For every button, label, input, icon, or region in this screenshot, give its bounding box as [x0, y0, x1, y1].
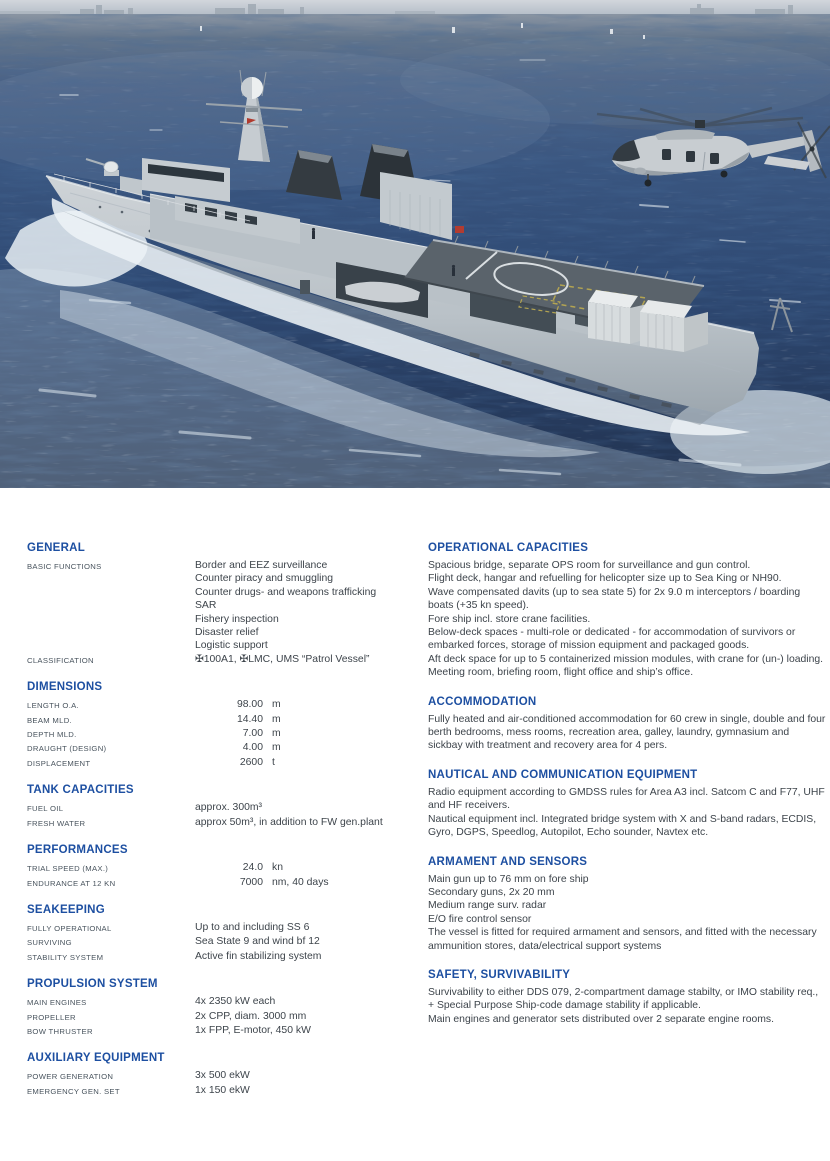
section-title: NAUTICAL AND COMMUNICATION EQUIPMENT	[428, 768, 698, 781]
spec-value-line: SAR	[195, 600, 217, 612]
section-paragraph: Flight deck, hangar and refuelling for helicopter size up to Sea King or NH90.	[428, 573, 782, 585]
spec-row	[27, 653, 419, 667]
left-column	[27, 541, 419, 1111]
text-section	[428, 695, 826, 753]
section-paragraph: Fully heated and air-conditioned accommodation for 60 crew in single, double and four berth bedrooms, mess rooms, recreation area, galley, laundry, gymnasium and sickbay with treatment and recovery area for 4 pers.	[428, 713, 826, 752]
spec-value-line: approx. 300m³	[195, 802, 262, 814]
section-title: DIMENSIONS	[27, 681, 103, 694]
spec-value	[195, 995, 419, 1009]
section-title: GENERAL	[27, 542, 85, 554]
section-paragraph: Medium range surv. radar	[428, 900, 547, 912]
spec-value-line: Active fin stabilizing system	[195, 950, 322, 962]
spec-row	[27, 801, 419, 815]
spec-value-line: Disaster relief	[195, 627, 259, 639]
spec-label: FULLY OPERATIONAL	[27, 923, 112, 933]
spec-label: BASIC FUNCTIONS	[27, 562, 102, 571]
spec-section	[27, 977, 419, 1038]
spec-value-line: Up to and including SS 6	[195, 921, 310, 933]
spec-number: 24.0	[242, 862, 263, 874]
spec-value	[195, 1069, 419, 1083]
section-title: ARMAMENT AND SENSORS	[428, 855, 588, 868]
section-paragraph: Survivability to either DDS 079, 2-compartment damage stabilty, or IMO stability req., + Special Purpose Ship-code damage stability if applicable.	[428, 986, 819, 1012]
spec-unit: kn	[272, 862, 283, 874]
spec-value	[195, 1010, 419, 1024]
spec-label: BOW THRUSTER	[27, 1026, 93, 1036]
spec-label: LENGTH O.A.	[27, 701, 79, 711]
spec-number: 7.00	[242, 728, 263, 740]
spec-label: TRIAL SPEED (MAX.)	[27, 864, 109, 874]
section-paragraph: Aft deck space for up to 5 containerized mission modules, with crane for (un-) loading.	[428, 653, 824, 665]
section-paragraph: Below-deck spaces - multi-role or dedicated - for accommodation of survivors or embarked forces, storage of mission equipment and packaged goods.	[428, 627, 796, 652]
spec-row	[27, 727, 419, 741]
spec-row	[27, 741, 419, 755]
section-title: OPERATIONAL CAPACITIES	[428, 542, 589, 554]
spec-unit: t	[272, 756, 275, 768]
section-title: TANK CAPACITIES	[27, 784, 134, 797]
spec-label: SURVIVING	[27, 938, 72, 948]
text-section	[428, 855, 826, 953]
spec-value-line: 1x FPP, E-motor, 450 kW	[195, 1024, 311, 1036]
spec-value-line: Counter drugs- and weapons trafficking	[195, 586, 377, 598]
spec-value	[195, 713, 419, 727]
spec-value-line: 3x 500 ekW	[195, 1070, 250, 1082]
spec-label: DISPLACEMENT	[27, 758, 91, 768]
spec-row	[27, 921, 419, 935]
section-title: PERFORMANCES	[27, 844, 128, 857]
spec-label: FRESH WATER	[27, 818, 86, 828]
text-section	[428, 968, 826, 1026]
spec-value	[195, 950, 419, 964]
spec-row	[27, 1024, 419, 1038]
spec-row	[27, 935, 419, 949]
spec-row	[27, 1010, 419, 1024]
spec-value	[195, 816, 419, 830]
spec-section	[27, 541, 419, 667]
spec-label: CLASSIFICATION	[27, 655, 94, 665]
spec-row	[27, 698, 419, 712]
section-paragraph: Main gun up to 76 mm on fore ship	[428, 873, 589, 885]
life-raft	[455, 226, 464, 233]
section-paragraph: Fore ship incl. store crane facilities.	[428, 613, 591, 625]
spec-value	[195, 698, 419, 712]
spec-label: MAIN ENGINES	[27, 998, 87, 1008]
section-paragraph: Wave compensated davits (up to sea state 5) for 2x 9.0 m interceptors / boarding boats (+35 kn speed).	[428, 586, 801, 612]
section-title: SAFETY, SURVIVABILITY	[428, 968, 571, 981]
spec-value	[195, 801, 419, 815]
section-paragraph: Meeting room, briefing room, flight office and ship’s office.	[428, 667, 694, 679]
section-title: SEAKEEPING	[27, 903, 105, 916]
spec-unit: m	[272, 713, 281, 725]
spec-label: DEPTH MLD.	[27, 730, 77, 740]
spec-value	[195, 653, 419, 667]
spec-section	[27, 680, 419, 770]
spec-row	[27, 1084, 419, 1098]
section-title: AUXILIARY EQUIPMENT	[27, 1052, 165, 1065]
spec-label: ENDURANCE AT 12 KN	[27, 878, 116, 888]
spec-value	[195, 559, 419, 653]
spec-label: PROPELLER	[27, 1012, 76, 1022]
spec-row	[27, 559, 419, 653]
spec-unit: m	[272, 728, 281, 740]
spec-value	[195, 741, 419, 755]
spec-unit: m	[272, 742, 281, 754]
right-column	[428, 541, 826, 1041]
spec-label: BEAM MLD.	[27, 715, 72, 725]
spec-unit: nm, 40 days	[272, 876, 329, 888]
spec-section	[27, 1051, 419, 1098]
spec-value	[195, 876, 419, 890]
section-paragraph: E/O fire control sensor	[428, 913, 532, 925]
spec-section	[27, 783, 419, 830]
spec-value-line: 1x 150 ekW	[195, 1084, 250, 1096]
spec-label: POWER GENERATION	[27, 1072, 114, 1082]
spec-value	[195, 1024, 419, 1038]
spec-value-line: approx 50m³, in addition to FW gen.plant	[195, 816, 383, 828]
spec-number: 2600	[239, 756, 263, 768]
spec-row	[27, 995, 419, 1009]
section-paragraph: Secondary guns, 2x 20 mm	[428, 886, 555, 898]
spec-value-line: Logistic support	[195, 640, 268, 652]
spec-value-line: Counter piracy and smuggling	[195, 573, 334, 585]
spec-unit: m	[272, 699, 281, 711]
section-paragraph: Main engines and generator sets distributed over 2 separate engine rooms.	[428, 1013, 774, 1025]
spec-value-line: Border and EEZ surveillance	[195, 560, 328, 571]
spec-value-line: 4x 2350 kW each	[195, 996, 276, 1008]
section-paragraph: Spacious bridge, separate OPS room for surveillance and gun control.	[428, 560, 751, 571]
spec-number: 4.00	[242, 742, 263, 754]
spec-label: DRAUGHT (DESIGN)	[27, 744, 107, 754]
spec-label: STABILITY SYSTEM	[27, 952, 104, 962]
spec-label: EMERGENCY GEN. SET	[27, 1086, 120, 1096]
spec-value-line: Sea State 9 and wind bf 12	[195, 936, 320, 948]
spec-section	[27, 903, 419, 964]
spec-row	[27, 816, 419, 830]
text-section	[428, 541, 826, 680]
text-section	[428, 768, 826, 840]
section-paragraph: Nautical equipment incl. Integrated bridge system with X and S-band radars, ECDIS, Gyro, DGPS, Speedlog, Autopilot, Echo sounder, Navtex etc.	[428, 813, 817, 839]
spec-value	[195, 935, 419, 949]
spec-value	[195, 1084, 419, 1098]
spec-value	[195, 861, 419, 875]
spec-row	[27, 876, 419, 890]
spec-value	[195, 756, 419, 770]
spec-value-line: 2x CPP, diam. 3000 mm	[195, 1010, 307, 1022]
section-title: ACCOMMODATION	[428, 695, 537, 708]
spec-row	[27, 861, 419, 875]
spec-value-line: Fishery inspection	[195, 613, 279, 625]
spec-value-line: ✠100A1, ✠LMC, UMS “Patrol Vessel”	[195, 653, 370, 665]
spec-number: 98.00	[236, 699, 263, 711]
spec-number: 14.40	[236, 713, 263, 725]
section-paragraph: The vessel is fitted for required armament and sensors, and fitted with the necessary ammunition stores, data/electrical support systems	[428, 927, 817, 952]
spec-label: FUEL OIL	[27, 804, 64, 814]
spec-row	[27, 756, 419, 770]
spec-value	[195, 921, 419, 935]
section-paragraph: Radio equipment according to GMDSS rules for Area A3 incl. Satcom C and F77, UHF and HF receivers.	[428, 786, 825, 812]
section-title: PROPULSION SYSTEM	[27, 978, 158, 991]
spec-section	[27, 843, 419, 890]
spec-row	[27, 713, 419, 727]
spec-row	[27, 950, 419, 964]
hero-image	[0, 0, 830, 488]
spec-row	[27, 1069, 419, 1083]
spec-value	[195, 727, 419, 741]
spec-number: 7000	[239, 876, 263, 888]
